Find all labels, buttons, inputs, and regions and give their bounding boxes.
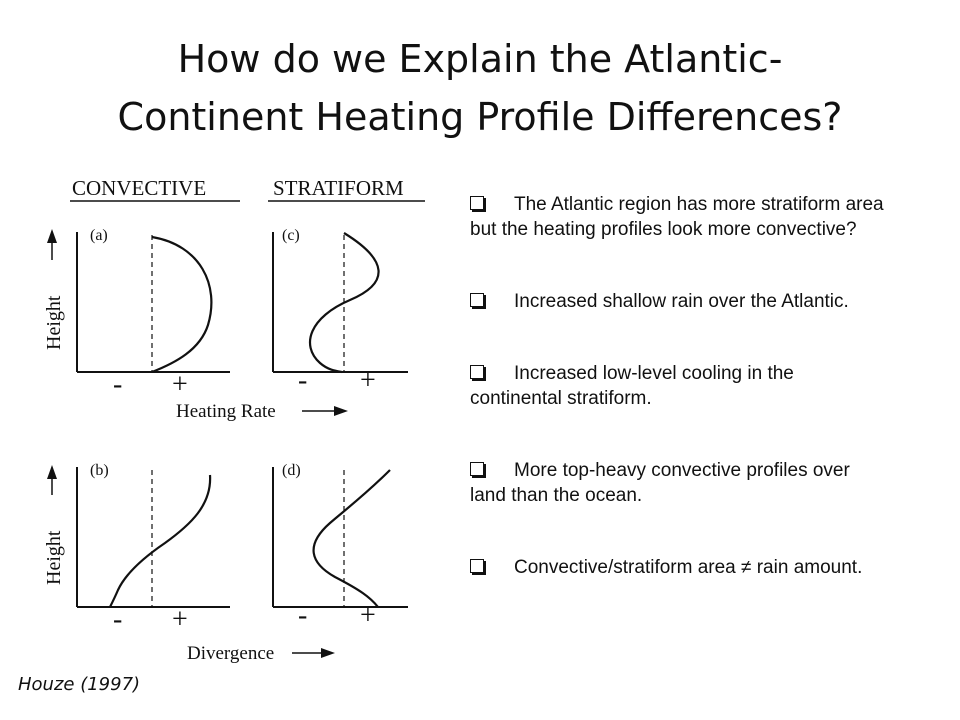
heating-profile-figure [30,165,430,665]
panel-a-plus: + [172,369,188,400]
panel-a-minus: - [113,369,123,400]
panel-c-label: (c) [282,227,300,244]
svg-text:Divergence: Divergence [187,643,275,664]
panel-c [273,227,408,396]
bullet-item: Convective/stratiform area ≠ rain amount. [470,555,890,580]
checkbox-bullet-icon [470,196,484,210]
bullet-item: Increased low-level cooling in the continental stratiform. [470,363,794,409]
title-line-1: How do we Explain the Atlantic- [177,37,783,81]
citation: Houze (1997) [18,674,141,695]
svg-text:Height: Height [43,530,65,585]
panel-d-minus: - [298,600,308,631]
bullet-item: The Atlantic region has more stratiform area but the heating profiles look more convective? [470,194,884,240]
panel-a [77,227,230,400]
panel-b-minus: - [113,604,123,635]
panel-b-label: (b) [90,462,109,479]
slide-title [40,30,920,146]
bullet-item: Increased shallow rain over the Atlantic. [470,289,890,314]
x-label-heating-rate [176,401,348,422]
panel-b-plus: + [172,604,188,635]
panel-d [273,462,408,631]
bullet-item: More top-heavy convective profiles over land than the ocean. [470,460,850,506]
panel-a-label: (a) [90,227,108,244]
y-label-top [43,229,65,350]
panel-d-label: (d) [282,462,301,479]
header-convective: CONVECTIVE [72,176,207,200]
x-label-divergence [187,643,335,664]
header-stratiform: STRATIFORM [273,176,404,200]
panel-c-minus: - [298,365,308,396]
title-line-2: Continent Heating Profile Differences? [117,95,843,139]
svg-text:Height: Height [43,295,65,350]
panel-c-plus: + [360,365,376,396]
bullet-list [470,192,890,627]
svg-text:Heating Rate: Heating Rate [176,401,276,422]
panel-d-plus: + [360,600,376,631]
checkbox-bullet-icon [470,559,484,573]
y-label-bottom [43,465,65,585]
checkbox-bullet-icon [470,365,484,379]
panel-b [77,462,230,635]
checkbox-bullet-icon [470,293,484,307]
checkbox-bullet-icon [470,462,484,476]
